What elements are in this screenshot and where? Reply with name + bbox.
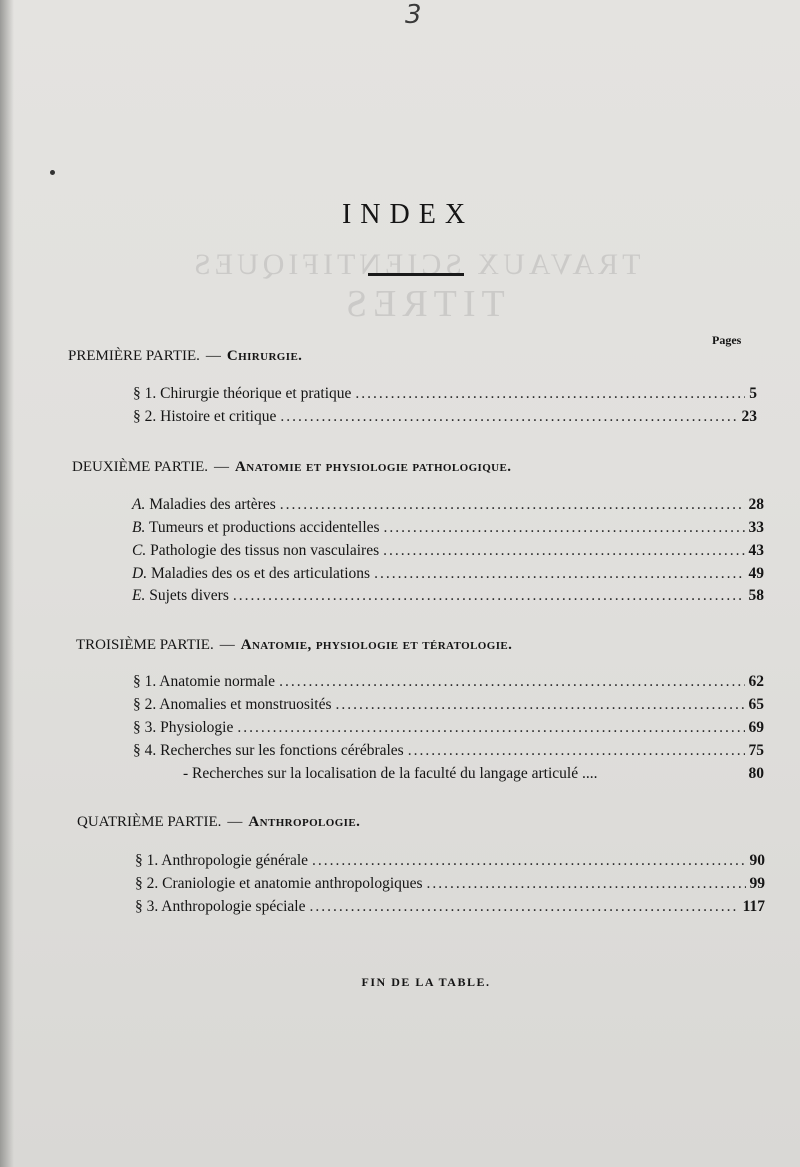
- entry-page: 62: [748, 673, 764, 690]
- entry-marker: D.: [132, 565, 148, 582]
- ink-speck: [50, 170, 55, 175]
- entry-page: 28: [748, 496, 764, 513]
- index-entry[interactable]: [132, 542, 764, 564]
- page-edge-shadow: [0, 0, 14, 1167]
- page-number: 3: [405, 0, 422, 30]
- entry-marker: § 1.: [135, 852, 159, 869]
- part-title: TROISIÈME PARTIE.: [76, 637, 214, 653]
- entry-page: 80: [748, 765, 764, 782]
- index-entry[interactable]: [133, 673, 764, 695]
- leader-dots: [355, 385, 745, 403]
- entry-label: Maladies des artères: [149, 496, 276, 513]
- bleed-through-text: TRAVAUX SCIENTIFIQUES: [190, 248, 641, 281]
- part-title: PREMIÈRE PARTIE.: [68, 348, 200, 364]
- index-title: INDEX: [341, 199, 475, 230]
- bleed-through-text: TITRES: [340, 283, 505, 325]
- part-title: QUATRIÈME PARTIE.: [77, 814, 222, 830]
- leader-dots: [383, 542, 744, 560]
- part-title: DEUXIÈME PARTIE.: [72, 459, 209, 475]
- entry-label: Anomalies et monstruosités: [159, 696, 332, 713]
- entry-page: 69: [748, 719, 764, 736]
- index-entry[interactable]: [133, 719, 764, 741]
- index-entry[interactable]: [133, 408, 757, 430]
- leader-dots: [233, 587, 745, 605]
- leader-dots: [279, 673, 744, 691]
- entry-marker: § 2.: [133, 696, 157, 713]
- part-subtitle: Anatomie et physiologie pathologique.: [235, 459, 512, 475]
- entry-page: 117: [742, 898, 765, 915]
- entry-marker: B.: [132, 519, 146, 536]
- entry-label: Recherches sur les fonctions cérébrales: [160, 742, 404, 759]
- entry-label: Chirurgie théorique et pratique: [160, 385, 352, 402]
- heading-dash: —: [214, 459, 230, 475]
- part-heading-4: [77, 814, 360, 831]
- entry-page: 90: [749, 852, 765, 869]
- entry-page: 99: [749, 875, 765, 892]
- entry-label: Craniologie et anatomie anthropologiques: [162, 875, 423, 892]
- entry-marker: A.: [132, 496, 146, 513]
- entry-marker: -: [183, 765, 189, 782]
- leader-dots: [237, 719, 744, 737]
- entry-marker: § 4.: [133, 742, 157, 759]
- leader-dots: [280, 496, 745, 514]
- index-entry[interactable]: [183, 765, 764, 787]
- leader-dots: [312, 852, 745, 870]
- entry-marker: § 1.: [133, 673, 157, 690]
- entry-page: 33: [748, 519, 764, 536]
- entry-label: Physiologie: [160, 719, 234, 736]
- part-subtitle: Anthropologie.: [248, 814, 361, 830]
- leader-dots: [280, 408, 737, 426]
- index-entry[interactable]: [133, 742, 764, 764]
- entry-label: Anthropologie générale: [161, 852, 309, 869]
- heading-dash: —: [227, 814, 243, 830]
- entry-page: 43: [748, 542, 764, 559]
- entry-label: Anthropologie spéciale: [161, 898, 306, 915]
- entry-label: Sujets divers: [149, 587, 229, 604]
- entry-marker: § 2.: [135, 875, 159, 892]
- entry-label: Maladies des os et des articulations: [150, 565, 371, 582]
- part-subtitle: Chirurgie.: [226, 348, 303, 364]
- index-entry[interactable]: [135, 898, 765, 920]
- entry-marker: E.: [132, 587, 146, 604]
- leader-dots: [374, 565, 744, 583]
- entry-page: 49: [748, 565, 764, 582]
- part-heading-2: [72, 459, 511, 476]
- entry-marker: § 1.: [133, 385, 157, 402]
- entry-page: 75: [748, 742, 764, 759]
- entry-marker: § 2.: [133, 408, 157, 425]
- part-subtitle: Anatomie, physiologie et tératologie.: [240, 637, 513, 653]
- index-entry[interactable]: [135, 875, 765, 897]
- entry-marker: § 3.: [133, 719, 157, 736]
- entry-label: Tumeurs et productions accidentelles: [148, 519, 380, 536]
- index-entry[interactable]: [132, 519, 764, 541]
- entry-marker: C.: [132, 542, 147, 559]
- end-of-table-note: FIN DE LA TABLE.: [361, 975, 491, 989]
- title-rule: [368, 273, 464, 276]
- index-entry[interactable]: [133, 696, 764, 718]
- part-heading-3: [76, 637, 512, 654]
- leader-dots: [408, 742, 745, 760]
- entry-label: Histoire et critique: [160, 408, 277, 425]
- entry-label: Recherches sur la localisation de la faculté du langage articulé ....: [192, 765, 598, 782]
- index-entry[interactable]: [132, 496, 764, 518]
- index-entry[interactable]: [132, 565, 764, 587]
- entry-page: 58: [748, 587, 764, 604]
- entry-marker: § 3.: [135, 898, 159, 915]
- entry-label: Pathologie des tissus non vasculaires: [150, 542, 380, 559]
- entry-page: 5: [749, 385, 757, 402]
- index-entry[interactable]: [133, 385, 757, 407]
- leader-dots: [309, 898, 738, 916]
- leader-dots: [384, 519, 745, 537]
- leader-dots: [427, 875, 746, 893]
- entry-page: 23: [741, 408, 757, 425]
- heading-dash: —: [219, 637, 235, 653]
- index-entry[interactable]: [135, 852, 765, 874]
- leader-dots: [335, 696, 744, 714]
- entry-label: Anatomie normale: [159, 673, 276, 690]
- pages-column-label: Pages: [712, 333, 742, 347]
- entry-page: 65: [748, 696, 764, 713]
- part-heading-1: [68, 348, 302, 365]
- index-entry[interactable]: [132, 587, 764, 609]
- heading-dash: —: [205, 348, 221, 364]
